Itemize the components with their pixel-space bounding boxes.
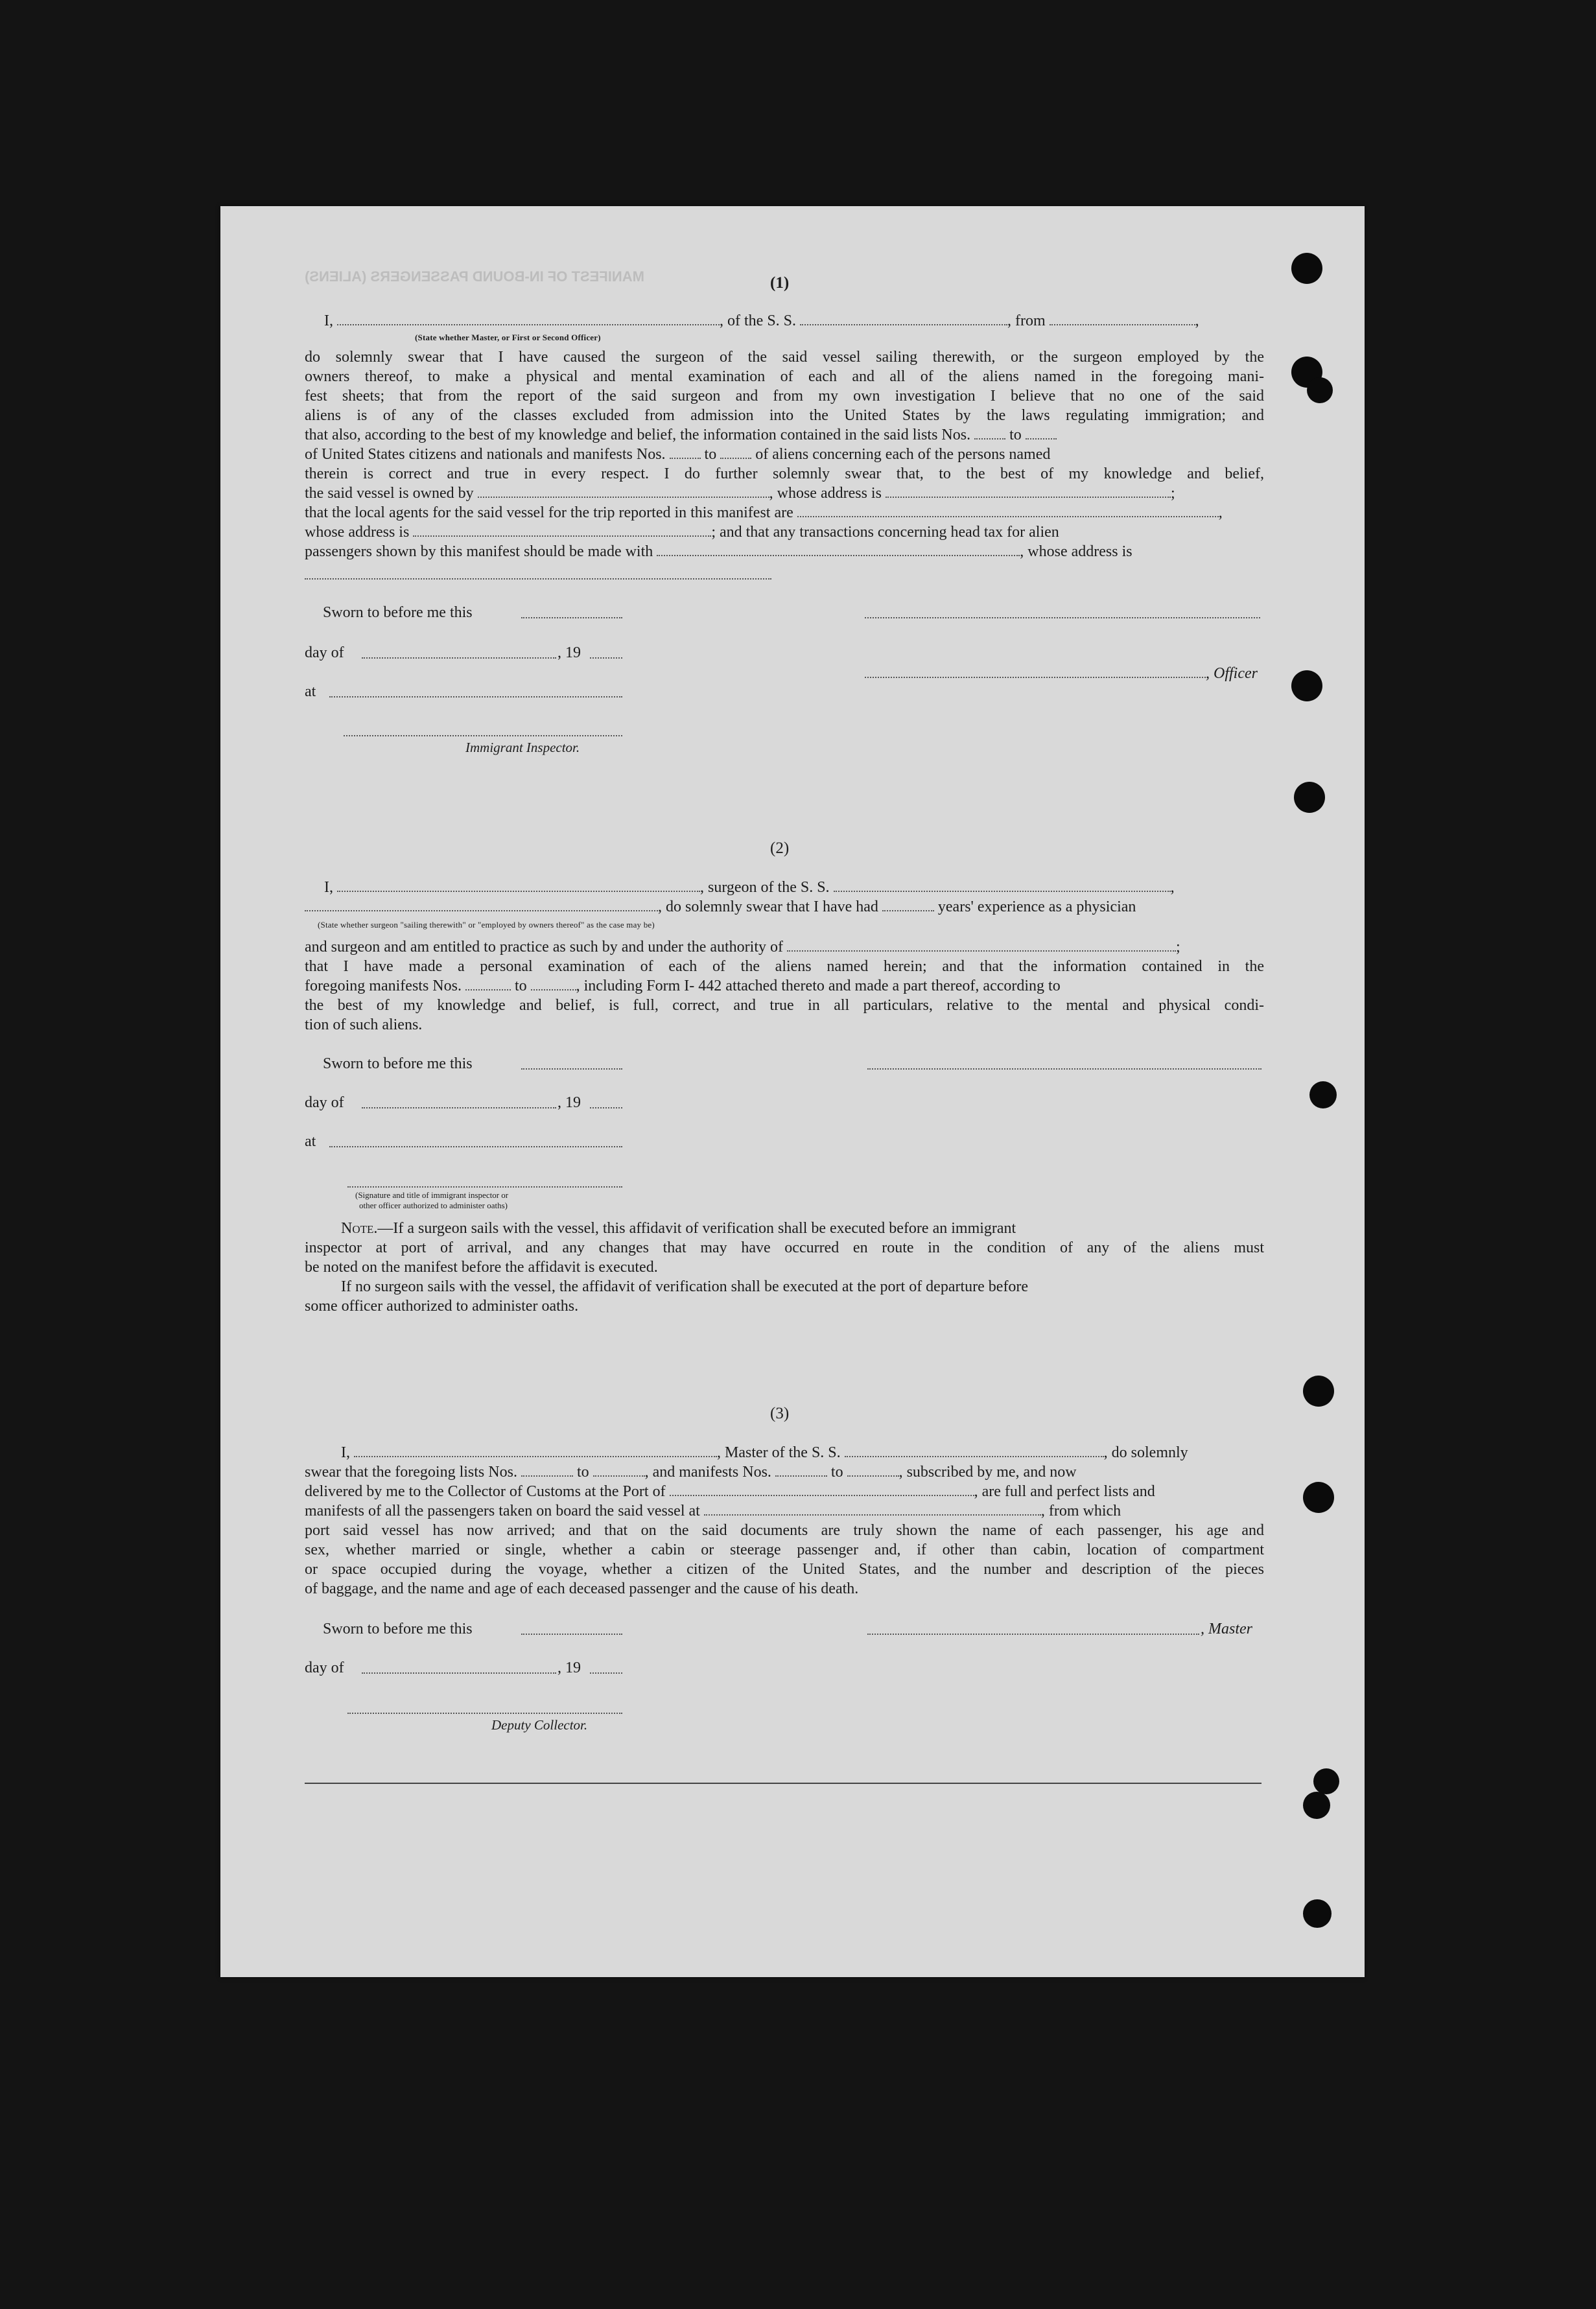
note-line: be noted on the manifest before the affidavit is executed. (305, 1259, 658, 1276)
bottom-rule (305, 1783, 1262, 1784)
text: to (704, 446, 717, 463)
year-label: , 19 (557, 1094, 581, 1111)
note-label: Note. (341, 1220, 378, 1237)
from-text: , from (1007, 312, 1046, 329)
collector-title: Deputy Collector. (491, 1717, 588, 1733)
text: I, (324, 879, 333, 896)
surgeon-signature-line (867, 1068, 1262, 1070)
text: , whose address is (769, 485, 882, 502)
document-page (220, 206, 1365, 1977)
note-line: some officer authorized to administer oaths. (305, 1298, 579, 1315)
section-1-para-line: therein is correct and true in every respect. I do further solemnly swear that, to the best of my knowledge and belief, (305, 465, 1264, 482)
text: and surgeon and am entitled to practice as such by and under the authority of (305, 939, 783, 955)
section-1-number: (1) (770, 274, 790, 292)
section-2-line-1 (305, 897, 1264, 917)
section-3-para-line: of baggage, and the name and age of each deceased passenger and the cause of his death. (305, 1580, 859, 1597)
authority-blank (787, 939, 1176, 952)
year-label: , 19 (557, 644, 581, 661)
place-blank (329, 1146, 622, 1147)
year-blank (590, 1107, 622, 1108)
section-2-number: (2) (770, 839, 790, 857)
section-3-para-line (305, 1462, 1264, 1482)
day-of-label: day of (305, 644, 344, 661)
port-blank (670, 1483, 974, 1496)
section-1-para-line (305, 445, 1264, 464)
sworn-label: Sworn to before me this (323, 1621, 473, 1637)
text: , do solemnly (1103, 1444, 1188, 1461)
text: —If a surgeon sails with the vessel, this affidavit of verification shall be executed before an immigrant (377, 1220, 1016, 1237)
binder-hole (1303, 1792, 1330, 1819)
manifest-no-to-blank (720, 446, 751, 459)
month-blank (362, 657, 556, 659)
section-3-line-0 (305, 1443, 1264, 1462)
vessel-owner-blank (478, 485, 769, 498)
text: delivered by me to the Collector of Customs at the Port of (305, 1483, 666, 1500)
manifest-no-from-blank (775, 1464, 827, 1477)
section-3-para-line: port said vessel has now arrived; and that on the said documents are truly shown the name of each passenger, his age and (305, 1522, 1264, 1539)
text: to (576, 1464, 589, 1481)
of-ss-text: , of the S. S. (720, 312, 797, 329)
sworn-day-blank (521, 1068, 622, 1070)
manifest-no-to-blank (531, 978, 576, 990)
officer-title: , Officer (1206, 665, 1258, 682)
text: , whose address is (1020, 543, 1132, 560)
month-blank (362, 1672, 556, 1674)
departure-port-blank (1050, 312, 1195, 325)
day-of-label: day of (305, 1094, 344, 1111)
section-2-line-0 (305, 878, 1264, 897)
text: , and manifests Nos. (644, 1464, 771, 1481)
section-2-para-line (305, 976, 1264, 996)
manifest-no-to-blank (847, 1464, 899, 1477)
embarkation-port-blank (704, 1503, 1041, 1516)
owner-address-blank (886, 485, 1171, 498)
year-blank (590, 1672, 622, 1674)
section-3-para-line: sex, whether married or single, whether a cabin or steerage passenger and, if other than cabin, location of compartment (305, 1541, 1264, 1558)
text: , (1218, 504, 1223, 521)
text: ; and that any transactions concerning head tax for alien (711, 524, 1059, 541)
text: , Master of the S. S. (717, 1444, 841, 1461)
sworn-day-blank (521, 617, 622, 618)
text: to (1009, 427, 1022, 443)
section-1-para-line: owners thereof, to make a physical and mental examination of each and all of the aliens named in the foregoing mani- (305, 368, 1264, 385)
text: , from which (1040, 1503, 1121, 1519)
binder-hole (1303, 1482, 1334, 1513)
manifest-no-from-blank (465, 978, 511, 990)
section-3-para-line (305, 1501, 1264, 1521)
section-1-para-line: do solemnly swear that I have caused the surgeon of the said vessel sailing therewith, or the surgeon employed by the (305, 349, 1264, 366)
text: passengers shown by this manifest should be made with (305, 543, 653, 560)
local-agents-blank (797, 504, 1219, 517)
text: , do solemnly swear that I have had (658, 898, 878, 915)
signature-caption: other officer authorized to administer oaths) (359, 1201, 508, 1210)
master-name-blank (354, 1444, 717, 1457)
officer-signature-line-1 (865, 617, 1260, 618)
text: , including Form I- 442 attached thereto and made a part thereof, according to (576, 978, 1061, 994)
officer-signature-line-2 (865, 677, 1208, 678)
vessel-name-blank (845, 1444, 1104, 1457)
binder-hole (1303, 1899, 1332, 1928)
surgeon-status-note: (State whether surgeon "sailing therewith" or "employed by owners thereof" as the case may be) (318, 920, 655, 930)
collector-signature-line (347, 1713, 622, 1714)
master-signature-line (867, 1634, 1199, 1635)
list-no-to-blank (1026, 427, 1057, 440)
section-3-para-line: or space occupied during the voyage, whether a citizen of the United States, and the number and description of the pieces (305, 1561, 1264, 1578)
year-label: , 19 (557, 1659, 581, 1676)
section-2-para-line (305, 937, 1264, 957)
sworn-label: Sworn to before me this (323, 1055, 473, 1072)
section-2-para-line: tion of such aliens. (305, 1016, 423, 1033)
binder-hole (1303, 1376, 1334, 1407)
list-no-from-blank (974, 427, 1005, 440)
text: the said vessel is owned by (305, 485, 474, 502)
section-1-para-line (305, 484, 1264, 503)
month-blank (362, 1107, 556, 1108)
note-line: inspector at port of arrival, and any changes that may have occurred en route in the condition of any of the aliens must (305, 1239, 1264, 1256)
surgeon-status-blank (305, 898, 658, 911)
text: of aliens concerning each of the persons named (755, 446, 1051, 463)
officer-rank-blank (337, 312, 720, 325)
note-line (305, 1277, 1264, 1296)
section-1-para-line (305, 425, 1264, 445)
address-continuation-blank (305, 578, 771, 580)
place-blank (329, 696, 622, 697)
day-of-label: day of (305, 1659, 344, 1676)
text: years' experience as a physician (937, 898, 1136, 915)
text: that the local agents for the said vessel for the trip reported in this manifest are (305, 504, 793, 521)
at-label: at (305, 1133, 316, 1150)
binder-hole (1291, 253, 1322, 284)
text: of United States citizens and nationals and manifests Nos. (305, 446, 666, 463)
text: ; (1176, 939, 1180, 955)
note-line (305, 1219, 1264, 1238)
master-title: , Master (1201, 1621, 1252, 1637)
signature-caption: (Signature and title of immigrant inspector or (355, 1190, 509, 1200)
inspector-signature-line (344, 735, 622, 736)
officer-rank-note: (State whether Master, or First or Second Officer) (415, 333, 601, 342)
manifest-no-from-blank (670, 446, 701, 459)
section-2-para-line: that I have made a personal examination of each of the aliens named herein; and that the information contained in the (305, 958, 1264, 975)
text: manifests of all the passengers taken on board the said vessel at (305, 1503, 700, 1519)
list-no-to-blank (593, 1464, 645, 1477)
binder-hole (1291, 670, 1322, 701)
text: to (514, 978, 527, 994)
section-3-number: (3) (770, 1405, 790, 1422)
surgeon-name-blank (337, 879, 700, 892)
text: , are full and perfect lists and (974, 1483, 1155, 1500)
section-1-para-line (305, 503, 1264, 522)
text: swear that the foregoing lists Nos. (305, 1464, 517, 1481)
section-2-para-line: the best of my knowledge and belief, is full, correct, and true in all particulars, relative to the mental and physical condi- (305, 997, 1264, 1014)
inspector-title: Immigrant Inspector. (465, 740, 580, 755)
vessel-name-blank (800, 312, 1007, 325)
sworn-label: Sworn to before me this (323, 604, 473, 621)
vessel-name-blank (834, 879, 1171, 892)
head-tax-agent-blank (657, 543, 1020, 556)
binder-hole (1294, 782, 1325, 813)
inspector-signature-line (347, 1186, 622, 1188)
text: whose address is (305, 524, 410, 541)
text: that also, according to the best of my knowledge and belief, the information contained in the said lists Nos. (305, 427, 971, 443)
section-1-para-line (305, 522, 1264, 542)
section-3-para-line (305, 1482, 1264, 1501)
sworn-day-blank (521, 1634, 622, 1635)
section-1-i: I, (324, 312, 333, 329)
text: foregoing manifests Nos. (305, 978, 462, 994)
text: , subscribed by me, and now (898, 1464, 1077, 1481)
text: , surgeon of the S. S. (700, 879, 830, 896)
section-1-para-line: fest sheets; that from the report of the said surgeon and from my own investigation I believe that no one of the said (305, 388, 1264, 404)
binder-hole (1307, 377, 1333, 403)
years-experience-blank (882, 898, 934, 911)
text: If no surgeon sails with the vessel, the affidavit of verification shall be executed at the port of departure before (341, 1278, 1029, 1295)
text: to (830, 1464, 843, 1481)
year-blank (590, 657, 622, 659)
section-1-para-line (305, 542, 1264, 561)
bleed-through-heading: MANIFEST OF IN-BOUND PASSENGERS (ALIENS) (305, 268, 644, 285)
binder-hole (1313, 1768, 1339, 1794)
section-1-para-line: aliens is of any of the classes excluded from admission into the United States by the laws regulating immigration; and (305, 407, 1264, 424)
text: I, (341, 1444, 350, 1461)
at-label: at (305, 683, 316, 700)
agents-address-blank (413, 524, 711, 537)
list-no-from-blank (521, 1464, 573, 1477)
text: ; (1170, 485, 1175, 502)
text: , (1170, 879, 1175, 896)
binder-hole (1309, 1081, 1337, 1108)
comma: , (1195, 312, 1199, 329)
